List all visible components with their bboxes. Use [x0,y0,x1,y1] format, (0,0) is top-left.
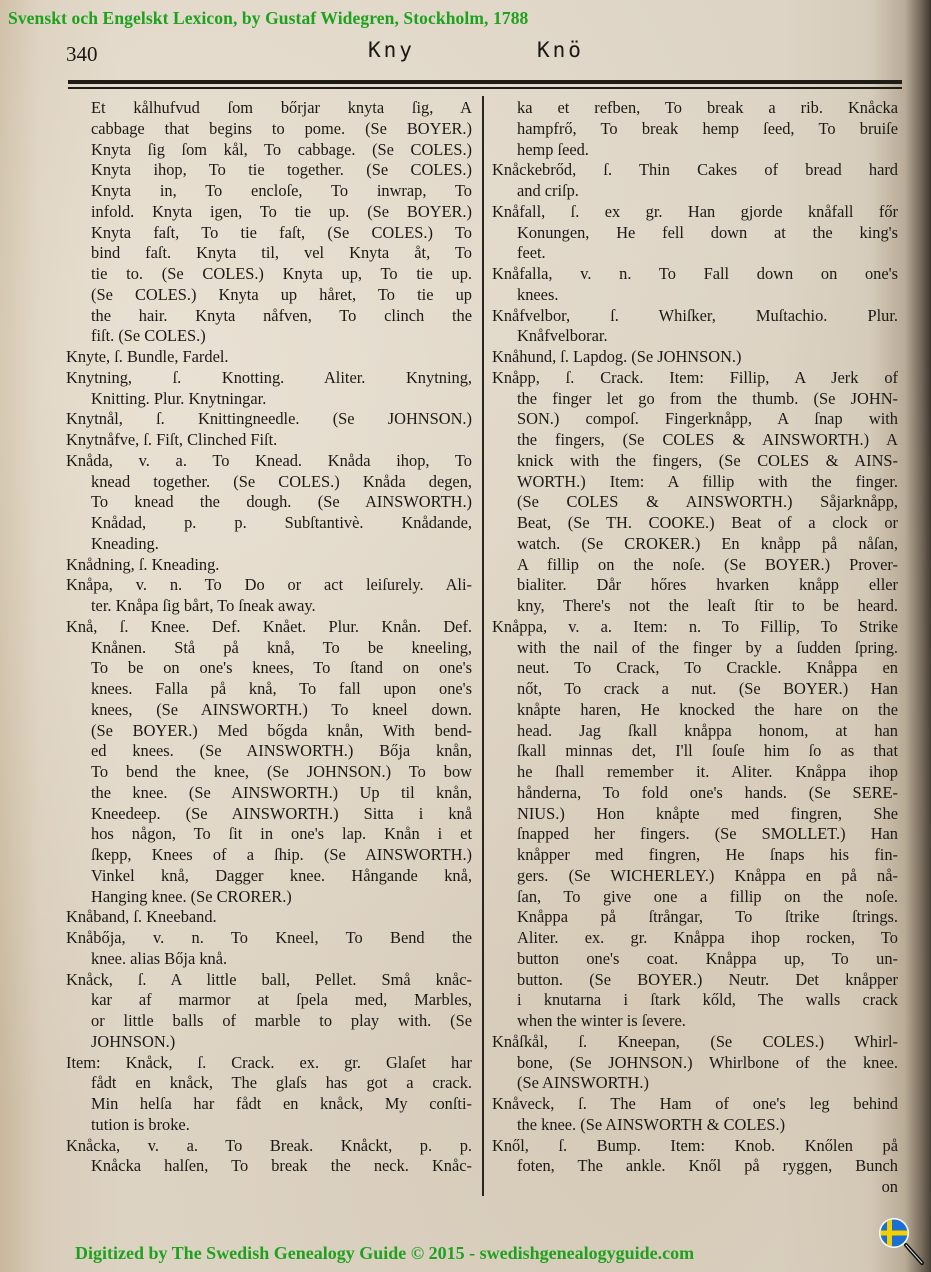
page-number: 340 [66,42,98,66]
entry-text-line: tie to. (Se COLES.) Knyta up, To tie up. [91,264,472,283]
entry-headword-line: Knåhund, ſ. Lapdog. (Se JOHNSON.) [492,347,742,366]
entry-text-line: he ſhall remember it. Aliter. Knåppa ihop [517,762,898,781]
entry-headword-line: Knådning, ſ. Kneading. [66,554,220,574]
entry-text-line: Beat, (Se TH. COOKE.) Beat of a clock or [517,513,898,532]
entry-headword-line: Knåppa, v. a. Item: n. To Fillip, To Strike [492,616,898,636]
entry-text-line: kny, There's not the leaſt ſtir to be heard. [517,596,898,615]
entry-text-line: knåpper med fingren, He ſnaps his fin- [517,845,898,864]
entry-text-line: Kneedeep. (Se AINSWORTH.) Sitta i knå [91,803,472,823]
entry-headword-line: Knytnål, ſ. Knittingneedle. (Se JOHNSON.) [66,409,472,429]
entry-text-line: Knyta in, To encloſe, To inwrap, To [91,181,472,200]
entry-headword-line: Knåveck, ſ. The Ham of one's leg behind [492,1094,898,1113]
entry-text-line: Knitting. Plur. Knytningar. [91,388,267,408]
entry-text-line: head. Jag ſkall knåppa honom, at han [517,720,898,740]
entry-text-line: (Se COLES & AINSWORTH.) Såjarknåpp, [517,492,898,512]
entry-text-line: Knåppa på ſtrångar, To ſtrike ſtrings. [517,907,898,927]
entry-text-line: hampfrő, To break hemp ſeed, To bruiſe [517,118,898,138]
entry-text-line: ſan, To give one a fillip on the noſe. [517,886,898,906]
entry-text-line: cabbage that begins to pome. (Se BOYER.) [91,118,472,138]
entry-text-line: foten, The ankle. Knől på ryggen, Bunch [517,1156,898,1176]
running-head-left: Kny [368,38,415,62]
entry-text-line: the hair. Knyta nåfven, To clinch the [91,305,472,325]
entry-headword-line: Knåfall, ſ. ex gr. Han gjorde knåfall főr [492,201,898,221]
entry-text-line: or little balls of marble to play with. (Se [91,1011,472,1030]
entry-text-line: NIUS.) Hon knåpte med fingren, She [517,803,898,823]
entry-text-line: infold. Knyta igen, To tie up. (Se BOYER.) [91,201,472,221]
entry-text-line: To bend the knee, (Se JOHNSON.) To bow [91,762,472,781]
entry-headword-line: Knåcka, v. a. To Break. Knåckt, p. p. [66,1135,472,1155]
swedish-flag-magnifier-icon[interactable] [876,1215,926,1267]
header-rule-thin [68,87,902,89]
entry-text-line: ſnapped her fingers. (Se SMOLLET.) Han [517,824,898,844]
entry-text-line: ter. Knåpa ſig bårt, To ſneak away. [91,596,316,615]
entry-text-line: gers. (Se WICHERLEY.) Knåppa en på nå- [517,865,898,885]
entry-headword-line: Knåckebrőd, ſ. Thin Cakes of bread hard [492,160,898,180]
entry-text-line: ka et refben, To break a rib. Knåcka [517,98,898,117]
entry-text-line: Knådad, p. p. Subſtantivè. Knådande, [91,513,472,532]
entry-text-line: A fillip on the noſe. (Se BOYER.) Prover- [517,554,898,574]
entry-headword-line: Knyte, ſ. Bundle, Fardel. [66,347,229,366]
entry-headword-line: Knåpa, v. n. To Do or act leiſurely. Ali- [66,575,472,595]
entry-text-line: button. (Se BOYER.) Neutr. Det knåpper [517,969,898,989]
entry-headword-line: Knytnåfve, ſ. Fiſt, Clinched Fiſt. [66,430,278,449]
left-column [62,98,472,1177]
entry-text-line: nőt, To crack a nut. (Se BOYER.) Han [517,679,898,698]
entry-text-line: To be on one's knees, To ſtand on one's [91,658,472,678]
entry-text-line: Aliter. ex. gr. Knåppa ihop rocken, To [517,928,898,947]
entry-text-line: ſkall minnas det, I'll ſouſe him ſo as that [517,741,898,761]
entry-text-line: bind faſt. Knyta til, vel Knyta åt, To [91,243,472,263]
entry-headword-line: Knåbőja, v. n. To Kneel, To Bend the [66,928,472,947]
entry-text-line: kar af marmor at ſpela med, Marbles, [91,990,472,1010]
entry-text-line: Knåfvelborar. [517,326,608,346]
entry-text-line: To knead the dough. (Se AINSWORTH.) [91,492,472,512]
entry-text-line: Konungen, He fell down at the king's [517,222,898,242]
entry-text-line: (Se COLES.) Knyta up håret, To tie up [91,284,472,304]
entry-text-line: button one's coat. Knåppa up, To un- [517,948,898,968]
entry-headword-line: Knå, ſ. Knee. Def. Knået. Plur. Knån. Def. [66,616,472,636]
entry-text-line: Vinkel knå, Dagger knee. Hångande knå, [91,865,472,885]
entry-text-line: SON.) compoſ. Fingerknåpp, A ſnap with [517,409,898,429]
entry-text-line: hos någon, To ſit in one's lap. Knån i et [91,824,472,844]
entry-text-line: bialiter. Dår hőres hvarken knåpp eller [517,575,898,595]
right-column [488,98,898,1198]
entry-text-line: Min helſa har fådt en knåck, My conſti- [91,1094,472,1113]
entry-text-line: knees. Falla på knå, To fall upon one's [91,679,472,698]
entry-headword-line: Knåfvelbor, ſ. Whiſker, Muſtachio. Plur. [492,305,898,325]
entry-headword-line: Knåſkål, ſ. Kneepan, (Se COLES.) Whirl- [492,1031,898,1051]
entry-headword-line: Knytning, ſ. Knotting. Aliter. Knytning, [66,367,472,387]
entry-text-line: tution is broke. [91,1114,190,1134]
entry-text-line: the fingers, (Se COLES & AINSWORTH.) A [517,430,898,449]
entry-text-line: and criſp. [517,181,579,200]
entry-text-line: when the winter is ſevere. [517,1011,686,1030]
entry-headword-line: Item: Knåck, ſ. Crack. ex. gr. Glaſet har [66,1052,472,1072]
magnifier-handle-highlight [906,1245,922,1263]
entry-text-line: hånderna, To fold one's hands. (Se SERE- [517,782,898,802]
entry-text-line: the knee. (Se AINSWORTH.) Up til knån, [91,782,472,802]
entry-text-line: ed knees. (Se AINSWORTH.) Bőja knån, [91,741,472,761]
entry-text-line: i knutarna i ſtark kőld, The walls crack [517,990,898,1010]
entry-text-line: with the nail of the finger by a ſudden ſpring. [517,637,898,657]
entry-headword-line: Knåband, ſ. Kneeband. [66,907,217,927]
site-title: Svenskt och Engelskt Lexicon, by Gustaf Widegren, Stockholm, 1788 [8,8,529,28]
column-divider [482,96,484,1196]
footer-credit[interactable]: Digitized by The Swedish Genealogy Guide © 2015 - swedishgenealogyguide.com [75,1243,695,1263]
entry-text-line: Kneading. [91,533,159,553]
entry-text-line: Knånen. Stå på knå, To be kneeling, [91,637,472,657]
entry-headword-line: Knől, ſ. Bump. Item: Knob. Knőlen på [492,1135,898,1155]
entry-text-line: (Se BOYER.) Med bőgda knån, With bend- [91,720,472,740]
entry-text-line: knead together. (Se COLES.) Knåda degen, [91,471,472,491]
entry-text-line: bone, (Se JOHNSON.) Whirlbone of the knee. [517,1052,898,1072]
entry-text-line: Hanging knee. (Se CRORER.) [91,886,292,906]
entry-text-line: fiſt. (Se COLES.) [91,326,206,346]
entry-text-line: neut. To Crack, To Crackle. Knåppa en [517,658,898,678]
entry-text-line: Knyta ihop, To tie together. (Se COLES.) [91,160,472,180]
entry-text-line: watch. (Se CROKER.) En knåpp på nåſan, [517,533,898,553]
entry-text-line: knåpte haren, He knocked the hare on the [517,699,898,719]
entry-text-line: (Se AINSWORTH.) [517,1073,649,1093]
entry-text-line: JOHNSON.) [91,1031,176,1051]
running-head-right: Knö [537,38,584,62]
entry-text-line: Knyta faſt, To tie faſt, (Se COLES.) To [91,222,472,242]
entry-headword-line: Knåfalla, v. n. To Fall down on one's [492,264,898,283]
entry-text-line: fådt en knåck, The glaſs has got a crack. [91,1073,472,1093]
header-rule-thick [68,80,902,84]
entry-text-line: WORTH.) Item: A fillip with the finger. [517,471,898,491]
entry-text-line: the finger let go from the thumb. (Se JOHN- [517,388,898,408]
entry-text-line: Et kålhufvud ſom bőrjar knyta ſig, A [91,98,472,117]
entry-text-line: knees, (Se AINSWORTH.) To kneel down. [91,699,472,719]
entry-text-line: the knee. (Se AINSWORTH & COLES.) [517,1114,786,1134]
entry-text-line: ſkepp, Knees of a ſhip. (Se AINSWORTH.) [91,845,472,864]
entry-text-line: knick with the fingers, (Se COLES & AINS- [517,450,898,470]
entry-text-line: hemp ſeed. [517,139,589,159]
entry-headword-line: Knåpp, ſ. Crack. Item: Fillip, A Jerk of [492,367,898,387]
entry-text-line: feet. [517,243,546,263]
entry-headword-line: Knåck, ſ. A little ball, Pellet. Små knåc- [66,969,472,989]
entry-text-line: knees. [517,284,559,304]
entry-text-line: Knåcka halſen, To break the neck. Knåc- [91,1156,472,1176]
entry-text-line: Knyta ſig ſom kål, To cabbage. (Se COLES.) [91,139,472,159]
entry-text-line: on [881,1177,898,1196]
entry-headword-line: Knåda, v. a. To Knead. Knåda ihop, To [66,450,472,470]
entry-text-line: knee. alias Bőja knå. [91,948,228,968]
